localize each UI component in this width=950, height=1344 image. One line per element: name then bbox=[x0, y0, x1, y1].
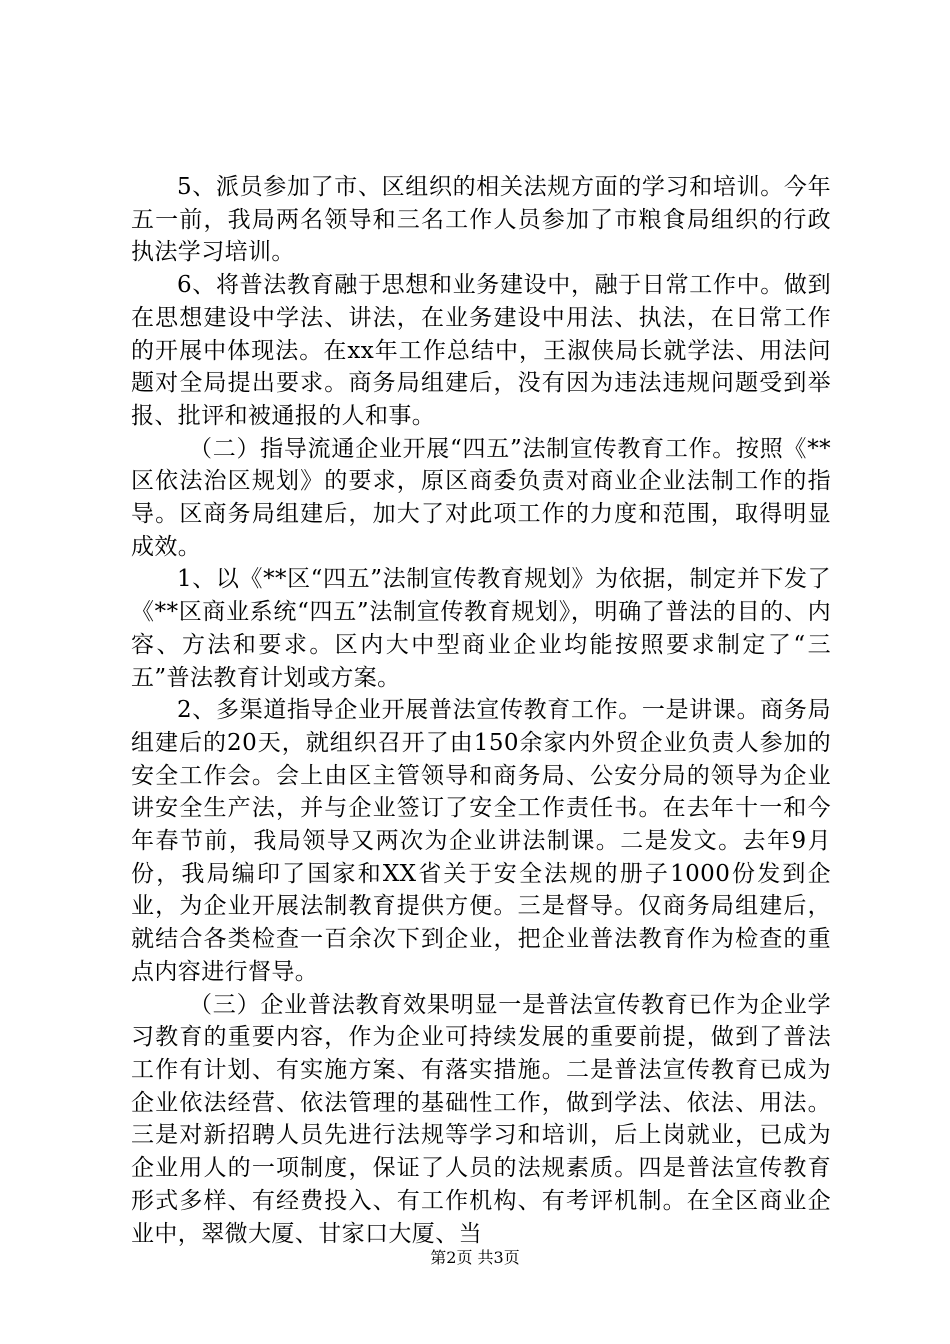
paragraph-section-3: （三）企业普法教育效果明显一是普法宣传教育已作为企业学习教育的重要内容，作为企业可持续发展的重要前提，做到了普法工作有计划、有实施方案、有落实措施。二是普法宣传教育已成为企业依法经营、依法管理的基础性工作，做到学法、依法、用法。三是对新招聘人员先进行法规等学习和培训，后上岗就业，已成为企业用人的一项制度，保证了人员的法规素质。四是普法宣传教育形式多样、有经费投入、有工作机构、有考评机制。在全区商业企业中，翠微大厦、甘家口大厦、当 bbox=[131, 991, 831, 1247]
document-body bbox=[131, 171, 831, 1250]
page-number-footer: 第2页 共3页 bbox=[430, 1248, 520, 1267]
paragraph-item-5: 5、派员参加了市、区组织的相关法规方面的学习和培训。今年五一前，我局两名领导和三名工作人员参加了市粮食局组织的行政执法学习培训。 bbox=[131, 174, 831, 266]
paragraph-item-1: 1、以《**区“四五”法制宣传教育规划》为依据，制定并下发了《**区商业系统“四五”法制宣传教育规划》，明确了普法的目的、内容、方法和要求。区内大中型商业企业均能按照要求制定了“三五”普法教育计划或方案。 bbox=[131, 566, 831, 691]
paragraph-item-6: 6、将普法教育融于思想和业务建设中，融于日常工作中。做到在思想建设中学法、讲法，在业务建设中用法、执法，在日常工作的开展中体现法。在xx年工作总结中，王淑侠局长就学法、用法问题对全局提出要求。商务局组建后，没有因为违法违规问题受到举报、批评和被通报的人和事。 bbox=[131, 272, 831, 429]
paragraph-item-2: 2、多渠道指导企业开展普法宣传教育工作。一是讲课。商务局组建后的20天，就组织召开了由150余家内外贸企业负责人参加的安全工作会。会上由区主管领导和商务局、公安分局的领导为企业讲安全生产法，并与企业签订了安全工作责任书。在去年十一和今年春节前，我局领导又两次为企业讲法制课。二是发文。去年9月份，我局编印了国家和XX省关于安全法规的册子1000份发到企业，为企业开展法制教育提供方便。三是督导。仅商务局组建后，就结合各类检查一百余次下到企业，把企业普法教育作为检查的重点内容进行督导。 bbox=[131, 697, 831, 985]
paragraph-section-2: （二）指导流通企业开展“四五”法制宣传教育工作。按照《**区依法治区规划》的要求，原区商委负责对商业企业法制工作的指导。区商务局组建后，加大了对此项工作的力度和范围，取得明显成效。 bbox=[131, 435, 831, 560]
